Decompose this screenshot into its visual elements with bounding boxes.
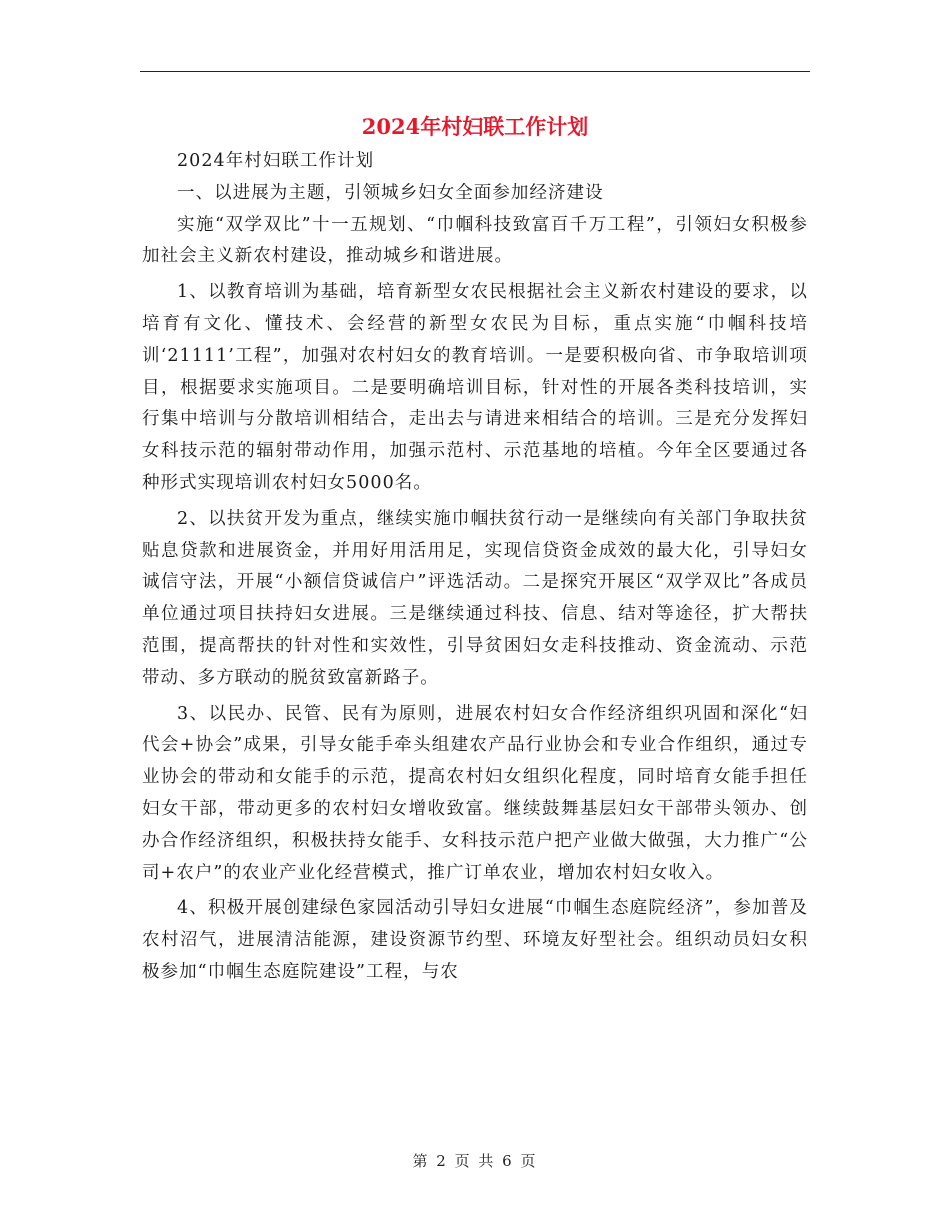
document-title: 2024年村妇联工作计划 — [361, 114, 589, 139]
document-body — [142, 146, 808, 989]
paragraph-item-1: 1、以教育培训为基础，培育新型女农民根据社会主义新农村建设的要求，以培育有文化、懂技术、会经营的新型女农民为目标，重点实施“巾帼科技培训‘21111’工程”，加强对农村妇女的教育培训。一是要积极向省、市争取培训项目，根据要求实施项目。二是要明确培训目标，针对性的开展各类科技培训，实行集中培训与分散培训相结合，走出去与请进来相结合的培训。三是充分发挥妇女科技示范的辐射带动作用，加强示范村、示范基地的培植。今年全区要通过各种形式实现培训农村妇女5000名。 — [142, 282, 808, 493]
page-number-footer: 第 2 页 共 6 页 — [412, 1152, 538, 1170]
paragraph-section-heading: 一、以进展为主题，引领城乡妇女全面参加经济建设 — [177, 182, 604, 203]
paragraph-item-4: 4、积极开展创建绿色家园活动引导妇女进展“巾帼生态庭院经济”，参加普及农村沼气，进展清洁能源，建设资源节约型、环境友好型社会。组织动员妇女积极参加“巾帼生态庭院建设”工程，与农 — [142, 898, 808, 982]
paragraph-subtitle: 2024年村妇联工作计划 — [177, 151, 375, 171]
paragraph-intro: 实施“双学双比”十一五规划、“巾帼科技致富百千万工程”，引领妇女积极参加社会主义新农村建设，推动城乡和谐进展。 — [142, 214, 808, 267]
header-rule — [140, 71, 810, 72]
paragraph-item-2: 2、以扶贫开发为重点，继续实施巾帼扶贫行动一是继续向有关部门争取扶贫贴息贷款和进展资金，并用好用活用足，实现信贷资金成效的最大化，引导妇女诚信守法，开展“小额信贷诚信户”评选活动。二是探究开展区“双学双比”各成员单位通过项目扶持妇女进展。三是继续通过科技、信息、结对等途径，扩大帮扶范围，提高帮扶的针对性和实效性，引导贫困妇女走科技推动、资金流动、示范带动、多方联动的脱贫致富新路子。 — [142, 508, 808, 688]
paragraph-item-3: 3、以民办、民管、民有为原则，进展农村妇女合作经济组织巩固和深化“妇代会+协会”成果，引导女能手牵头组建农产品行业协会和专业合作组织，通过专业协会的带动和女能手的示范，提高农村妇女组织化程度，同时培育女能手担任妇女干部，带动更多的农村妇女增收致富。继续鼓舞基层妇女干部带头领办、创办合作经济组织，积极扶持女能手、女科技示范户把产业做大做强，大力推广“公司+农户”的农业产业化经营模式，推广订单农业，增加农村妇女收入。 — [142, 703, 808, 883]
